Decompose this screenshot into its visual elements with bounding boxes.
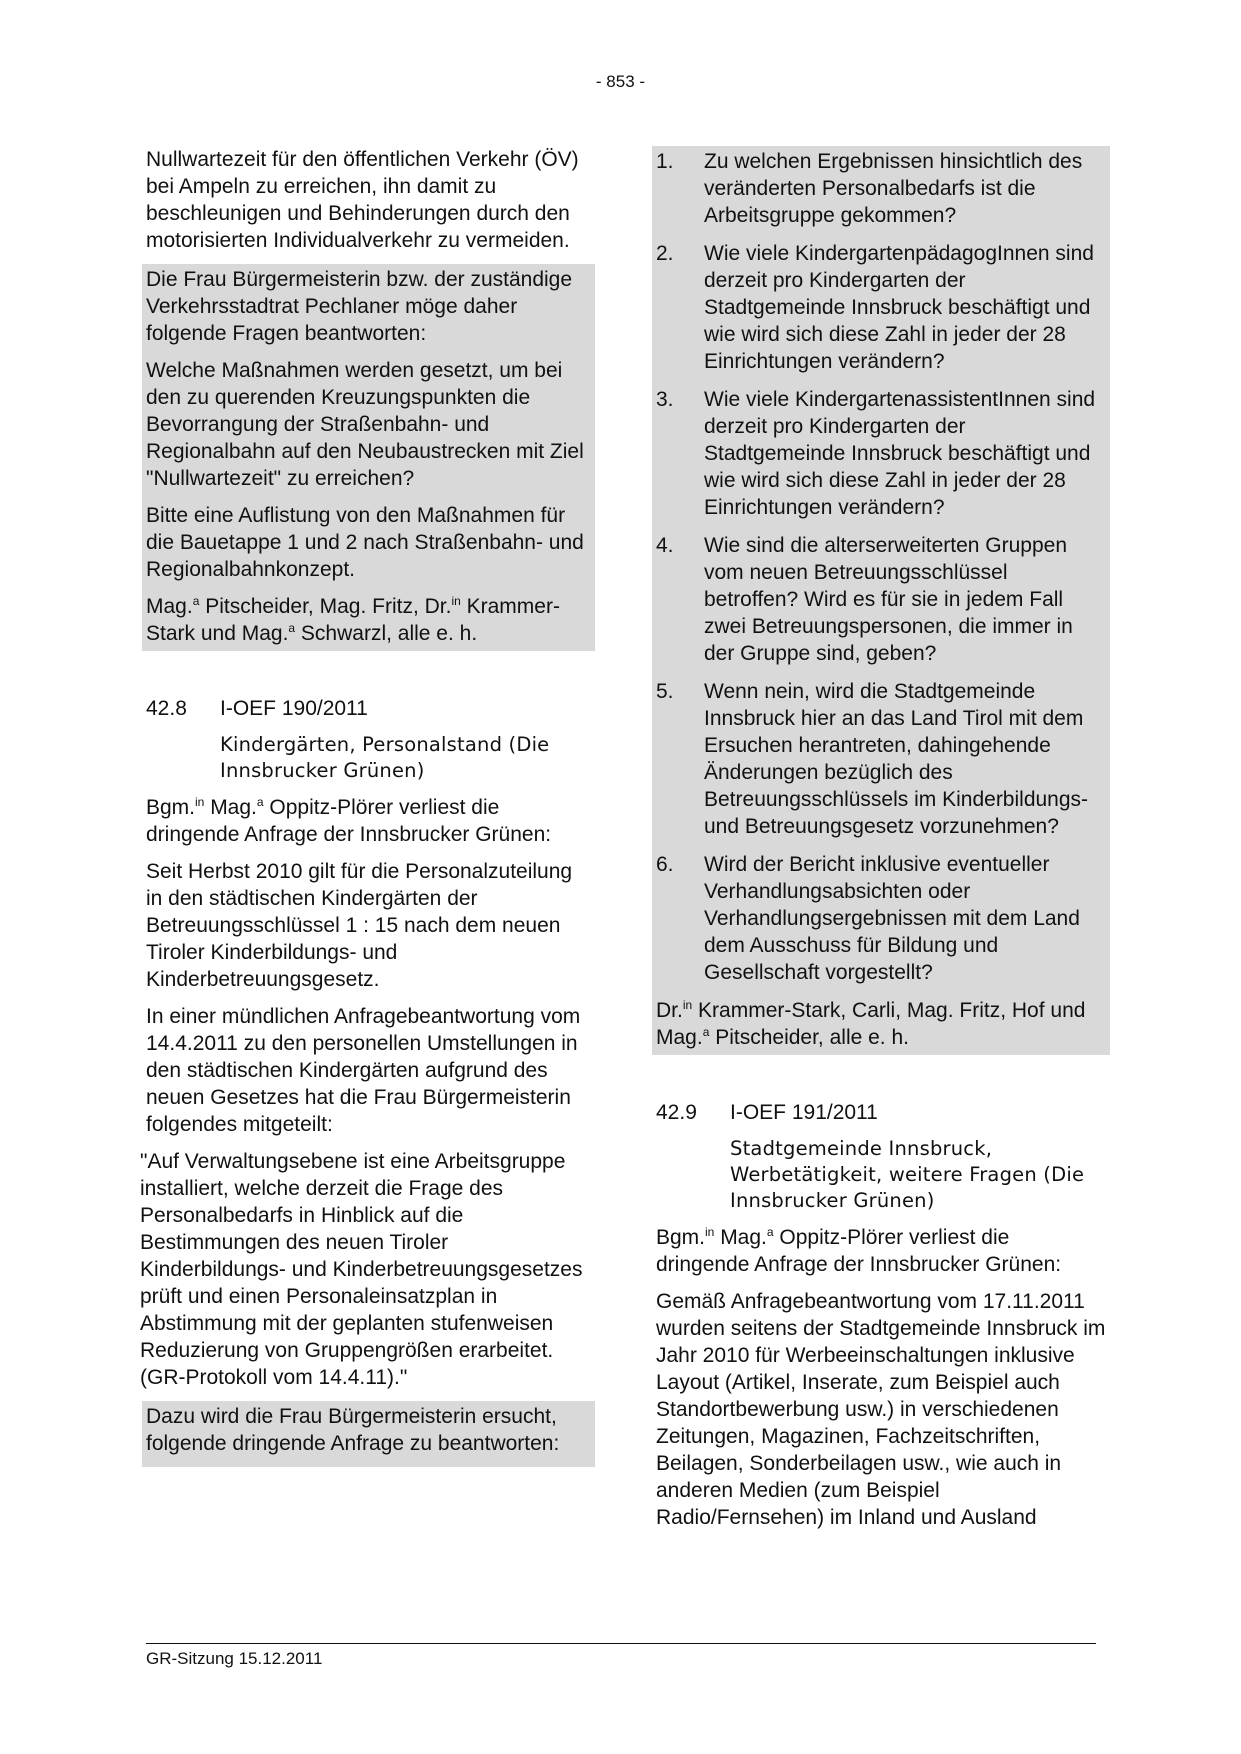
shaded-request-block [142, 264, 595, 651]
question-list [656, 148, 1106, 986]
footer-session-date: GR-Sitzung 15.12.2011 [146, 1649, 323, 1668]
question-item: 2. Wie viele KindergartenpädagogInnen sind derzeit pro Kindergarten der Stadtgemeinde Innsbruck beschäftigt und wie wird sich diese Zahl in jeder der 28 Einrichtungen verändern? [656, 242, 1094, 373]
question-item: 6. Wird der Bericht inklusive eventueller Verhandlungsabsichten oder Verhandlungsergebnissen mit dem Land dem Ausschuss für Bildung und Gesellschaft vorgestellt? [656, 853, 1080, 984]
page-number: - 853 - [595, 72, 646, 91]
reading-statement: Bgm.$^{in}$ Mag.$^a$ Oppitz-Plörer verliest die dringende Anfrage der Innsbrucker Grünen: [656, 1225, 1062, 1276]
right-column [656, 146, 1106, 1541]
shaded-request-block [142, 1401, 595, 1467]
body-paragraph: In einer mündlichen Anfragebeantwortung vom 14.4.2011 zu den personellen Umstellungen in den städtischen Kindergärten aufgrund des neuen Gesetzes hat die Frau Bürgermeisterin folgendes mitgeteilt: [146, 1005, 581, 1136]
quoted-paragraph: "Auf Verwaltungsebene ist eine Arbeitsgruppe installiert, welche derzeit die Frage des Personalbedarfs in Hinblick auf die Bestimmungen des neuen Tiroler Kinderbildungs- und Kinderbetreuungsgesetzes prüft und einen Personaleinsatzplan in Abstimmung mit der geplanten stufenweisen Reduzierung von Gruppengrößen erarbeitet. (GR-Protokoll vom 14.4.11)." [140, 1150, 583, 1389]
question-item: 3. Wie viele KindergartenassistentInnen sind derzeit pro Kindergarten der Stadtgemeinde Innsbruck beschäftigt und wie wird sich diese Zahl in jeder der 28 Einrichtungen verändern? [656, 388, 1096, 519]
agenda-item-number: 42.9 [656, 1101, 697, 1124]
agenda-item-header [146, 695, 591, 722]
question-item: 5. Wenn nein, wird die Stadtgemeinde Innsbruck hier an das Land Tirol mit dem Ersuchen herantreten, dahingehende Änderungen bezüglich des Betreuungsschlüssels im Kinderbildungs- und Betreuungsgesetz vorzunehmen? [656, 680, 1089, 838]
agenda-item-reference: I-OEF 190/2011 [220, 697, 368, 720]
question-item: 1. Zu welchen Ergebnissen hinsichtlich des veränderten Personalbedarfs ist die Arbeitsgruppe gekommen? [656, 150, 1083, 227]
agenda-item-title: Stadtgemeinde Innsbruck, Werbetätigkeit, weitere Fragen (Die Innsbrucker Grünen) [730, 1137, 1085, 1212]
question-paragraph: Welche Maßnahmen werden gesetzt, um bei den zu querenden Kreuzungspunkten die Bevorrangung der Straßenbahn- und Regionalbahn auf den Neubaustrecken mit Ziel "Nullwartezeit" zu erreichen? [146, 359, 584, 490]
agenda-item-reference: I-OEF 191/2011 [730, 1101, 878, 1124]
body-paragraph: Seit Herbst 2010 gilt für die Personalzuteilung in den städtischen Kindergärten der Betreuungsschlüssel 1 : 15 nach dem neuen Tiroler Kinderbildungs- und Kinderbetreuungsgesetz. [146, 860, 573, 991]
agenda-item-number: 42.8 [146, 697, 187, 720]
signatories: Dr.$^{in}$ Krammer-Stark, Carli, Mag. Fritz, Hof und Mag.$^a$ Pitscheider, alle e. h. [656, 998, 1086, 1049]
left-column [140, 146, 591, 1467]
listing-request-paragraph: Bitte eine Auflistung von den Maßnahmen für die Bauetappe 1 und 2 nach Straßenbahn- und Regionalbahnkonzept. [146, 504, 584, 581]
shaded-questions-block [652, 146, 1110, 1055]
reading-statement: Bgm.$^{in}$ Mag.$^a$ Oppitz-Plörer verliest die dringende Anfrage der Innsbrucker Grünen: [146, 795, 552, 846]
signatories: Mag.$^a$ Pitscheider, Mag. Fritz, Dr.$^{in}$ Krammer-Stark und Mag.$^a$ Schwarzl, alle e. h. [146, 594, 560, 645]
question-item: 4. Wie sind die alterserweiterten Gruppen vom neuen Betreuungsschlüssel betroffen? Wird es für sie in jedem Fall zwei Betreuungspersonen, die immer in der Gruppe sind, geben? [656, 534, 1073, 665]
intro-paragraph: Nullwartezeit für den öffentlichen Verkehr (ÖV) bei Ampeln zu erreichen, ihn damit zu beschleunigen und Behinderungen durch den motorisierten Individualverkehr zu vermeiden. [146, 148, 579, 252]
request-paragraph: Die Frau Bürgermeisterin bzw. der zuständige Verkehrsstadtrat Pechlaner möge daher folgende Fragen beantworten: [146, 268, 573, 345]
request-paragraph: Dazu wird die Frau Bürgermeisterin ersucht, folgende dringende Anfrage zu beantworten: [146, 1405, 560, 1455]
body-paragraph: Gemäß Anfragebeantwortung vom 17.11.2011 wurden seitens der Stadtgemeinde Innsbruck im Jahr 2010 für Werbeeinschaltungen inklusive Layout (Artikel, Inserate, zum Beispiel auch Standortbewerbung usw.) in verschiedenen Zeitungen, Magazinen, Fachzeitschriften, Beilagen, Sonderbeilagen usw., wie auch in anderen Medien (zum Beispiel Radio/Fernsehen) im Inland und Ausland [656, 1290, 1106, 1529]
agenda-item-header [656, 1099, 1106, 1126]
footer-divider [146, 1643, 1096, 1644]
agenda-item-title: Kindergärten, Personalstand (Die Innsbrucker Grünen) [220, 733, 550, 782]
